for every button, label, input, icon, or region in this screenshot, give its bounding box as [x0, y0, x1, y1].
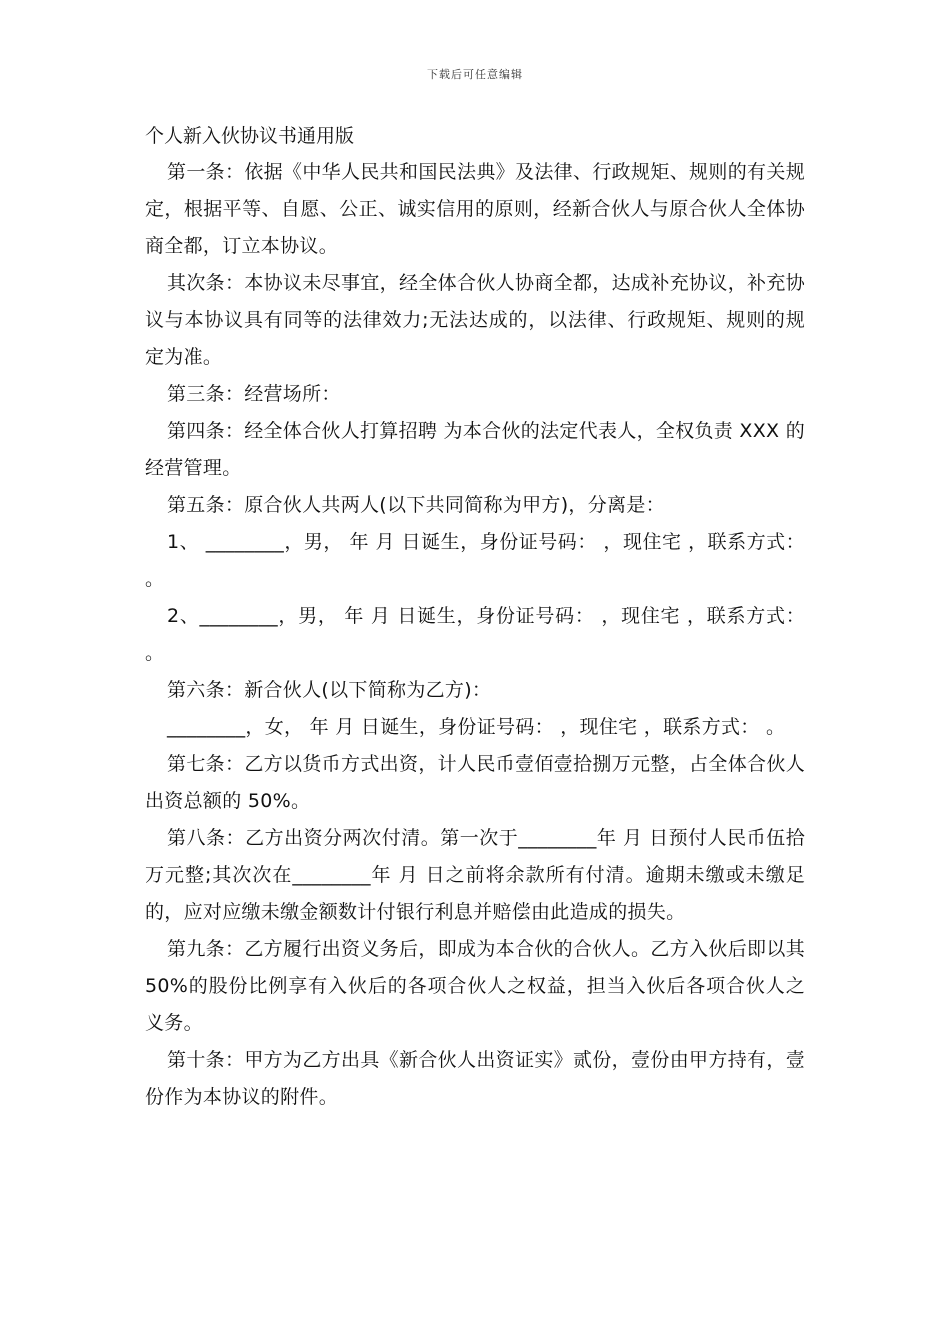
article-6: 第六条：新合伙人(以下简称为乙方)：: [167, 679, 492, 701]
article-7: 第七条：乙方以货币方式出资，计人民币壹佰壹拾捌万元整，占全体合伙人出资总额的 50%。: [145, 753, 805, 812]
article-9: 第九条：乙方履行出资义务后，即成为本合伙的合伙人。乙方入伙后即以其 50%的股份比例享有入伙后的各项合伙人之权益，担当入伙后各项合伙人之义务。: [145, 938, 805, 1034]
document-title: 个人新入伙协议书通用版: [145, 125, 355, 147]
original-partner-2: 2、________，男， 年 月 日诞生，身份证号码： ，现住宅 ，联系方式： 。: [145, 605, 805, 664]
article-8: 第八条：乙方出资分两次付清。第一次于________年 月 日预付人民币伍拾万元整;其次次在________年 月 日之前将余款所有付清。逾期未缴或未缴足的，应对应缴未缴金额数计付银行利息并赔偿由此造成的损失。: [145, 827, 805, 923]
document-body: [145, 118, 805, 1116]
article-10: 第十条：甲方为乙方出具《新合伙人出资证实》贰份，壹份由甲方持有，壹份作为本协议的附件。: [145, 1049, 805, 1108]
article-2: 其次条：本协议未尽事宜，经全体合伙人协商全都，达成补充协议，补充协议与本协议具有同等的法律效力;无法达成的，以法律、行政规矩、规则的规定为准。: [145, 272, 805, 368]
article-3: 第三条：经营场所：: [167, 383, 341, 405]
article-5: 第五条：原合伙人共两人(以下共同简称为甲方)，分离是：: [167, 494, 665, 516]
original-partner-1: 1、 ________，男， 年 月 日诞生，身份证号码： ，现住宅 ，联系方式： 。: [145, 531, 805, 590]
article-1: 第一条：依据《中华人民共和国民法典》及法律、行政规矩、规则的有关规定，根据平等、自愿、公正、诚实信用的原则，经新合伙人与原合伙人全体协商全都，订立本协议。: [145, 161, 805, 257]
page-header: 下载后可任意编辑: [427, 68, 523, 81]
article-4: 第四条：经全体合伙人打算招聘 为本合伙的法定代表人，全权负责 XXX 的经营管理。: [145, 420, 805, 479]
new-partner-info: ________，女， 年 月 日诞生，身份证号码： ，现住宅 ，联系方式： 。: [167, 716, 786, 738]
